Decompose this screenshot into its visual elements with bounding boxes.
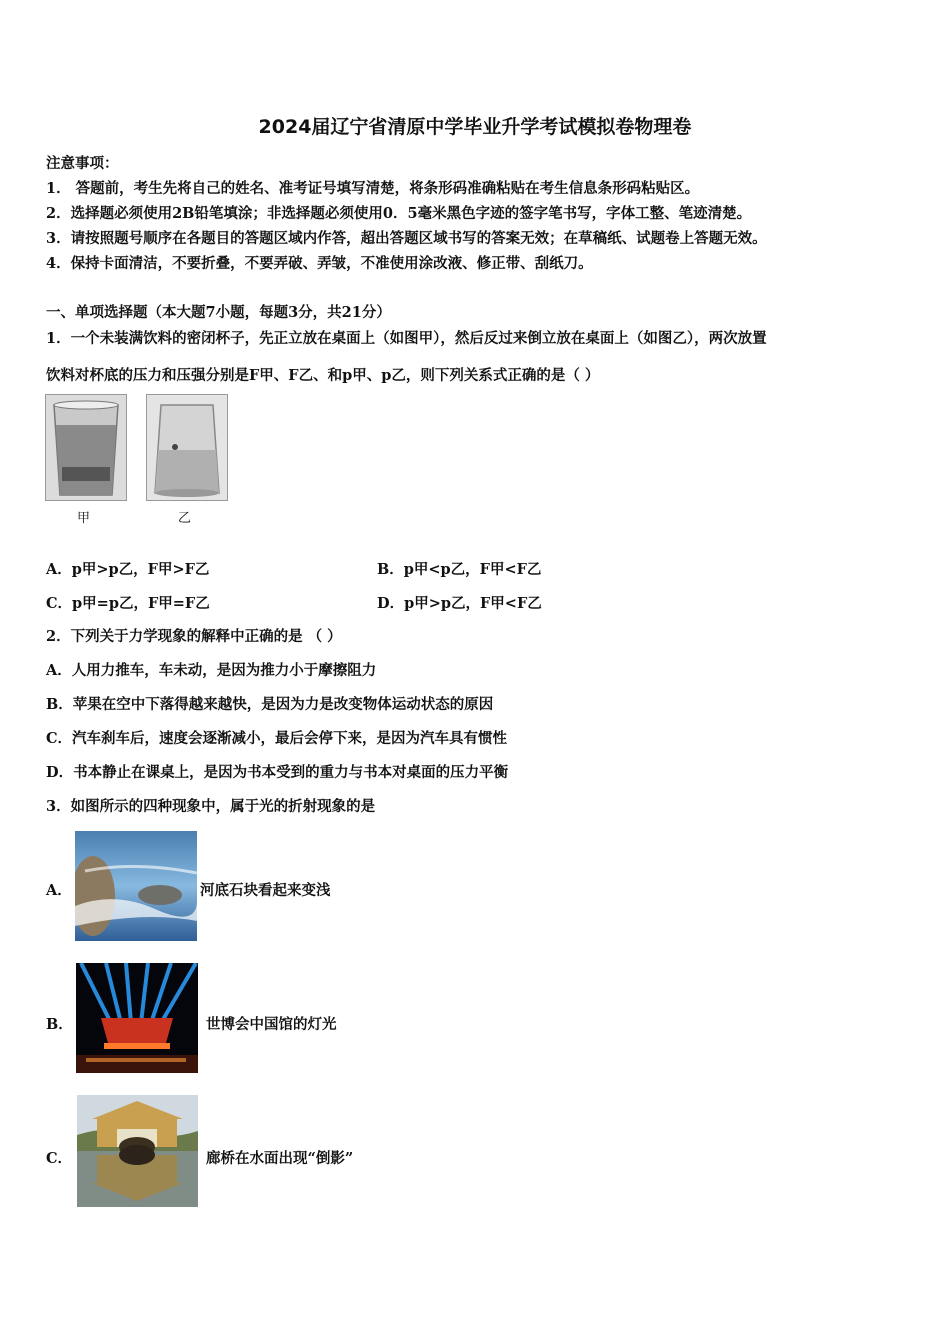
q3-option-a-text: 河底石块看起来变浅: [200, 882, 331, 899]
notice-item-1: 1． 答题前，考生先将自己的姓名、准考证号填写清楚，将条形码准确粘贴在考生信息条形码粘贴区。: [46, 180, 700, 197]
q3-option-b-text: 世博会中国馆的灯光: [206, 1016, 337, 1033]
q3-option-b-label[interactable]: B．: [46, 1016, 73, 1033]
q1-option-c[interactable]: C．p甲=p乙，F甲=F乙: [46, 595, 210, 612]
q3-option-c-label[interactable]: C．: [46, 1150, 73, 1167]
q3-option-c-text: 廊桥在水面出现“倒影”: [206, 1150, 354, 1167]
q1-stem-line1: 1．一个未装满饮料的密闭杯子，先正立放在桌面上（如图甲），然后反过来倒立放在桌面上（如图乙），两次放置: [46, 330, 767, 347]
caption-yi: 乙: [178, 511, 192, 526]
q1-option-b[interactable]: B．p甲<p乙，F甲<F乙: [377, 561, 542, 578]
bridge-reflection-photo: [77, 1095, 198, 1207]
q3-option-a-label[interactable]: A．: [46, 882, 72, 899]
q2-option-d[interactable]: D．书本静止在课桌上，是因为书本受到的重力与书本对桌面的压力平衡: [46, 764, 509, 781]
china-pavilion-photo: [76, 963, 198, 1073]
notice-item-4: 4．保持卡面清洁，不要折叠，不要弄破、弄皱，不准使用涂改液、修正带、刮纸刀。: [46, 255, 593, 272]
q1-option-a[interactable]: A．p甲>p乙，F甲>F乙: [46, 561, 210, 578]
notice-item-3: 3．请按照题号顺序在各题目的答题区域内作答，超出答题区域书写的答案无效；在草稿纸、试题卷上答题无效。: [46, 230, 767, 247]
q2-option-a[interactable]: A．人用力推车，车未动，是因为推力小于摩擦阻力: [46, 662, 377, 679]
q3-stem: 3．如图所示的四种现象中，属于光的折射现象的是: [46, 798, 376, 815]
river-stone-photo: [75, 831, 197, 941]
q1-option-d[interactable]: D．p甲>p乙，F甲<F乙: [377, 595, 542, 612]
caption-jia: 甲: [77, 511, 91, 526]
q2-stem: 2．下列关于力学现象的解释中正确的是 （ ）: [46, 628, 342, 645]
cup-inverted-image: [146, 394, 228, 501]
section-heading: 一、单项选择题（本大题7小题，每题3分，共21分）: [46, 304, 391, 321]
q2-option-b[interactable]: B．苹果在空中下落得越来越快，是因为力是改变物体运动状态的原因: [46, 696, 494, 713]
page-title: 2024届辽宁省清原中学毕业升学考试模拟卷物理卷: [258, 116, 692, 138]
q1-stem-line2: 饮料对杯底的压力和压强分别是F甲、F乙、和p甲、p乙，则下列关系式正确的是（ ）: [46, 367, 600, 384]
notice-heading: 注意事项：: [46, 155, 119, 172]
notice-item-2: 2．选择题必须使用2B铅笔填涂；非选择题必须使用0．5毫米黑色字迹的签字笔书写，字体工整、笔迹清楚。: [46, 205, 752, 222]
q2-option-c[interactable]: C．汽车刹车后，速度会逐渐减小，最后会停下来，是因为汽车具有惯性: [46, 730, 508, 747]
cup-upright-image: [45, 394, 127, 501]
